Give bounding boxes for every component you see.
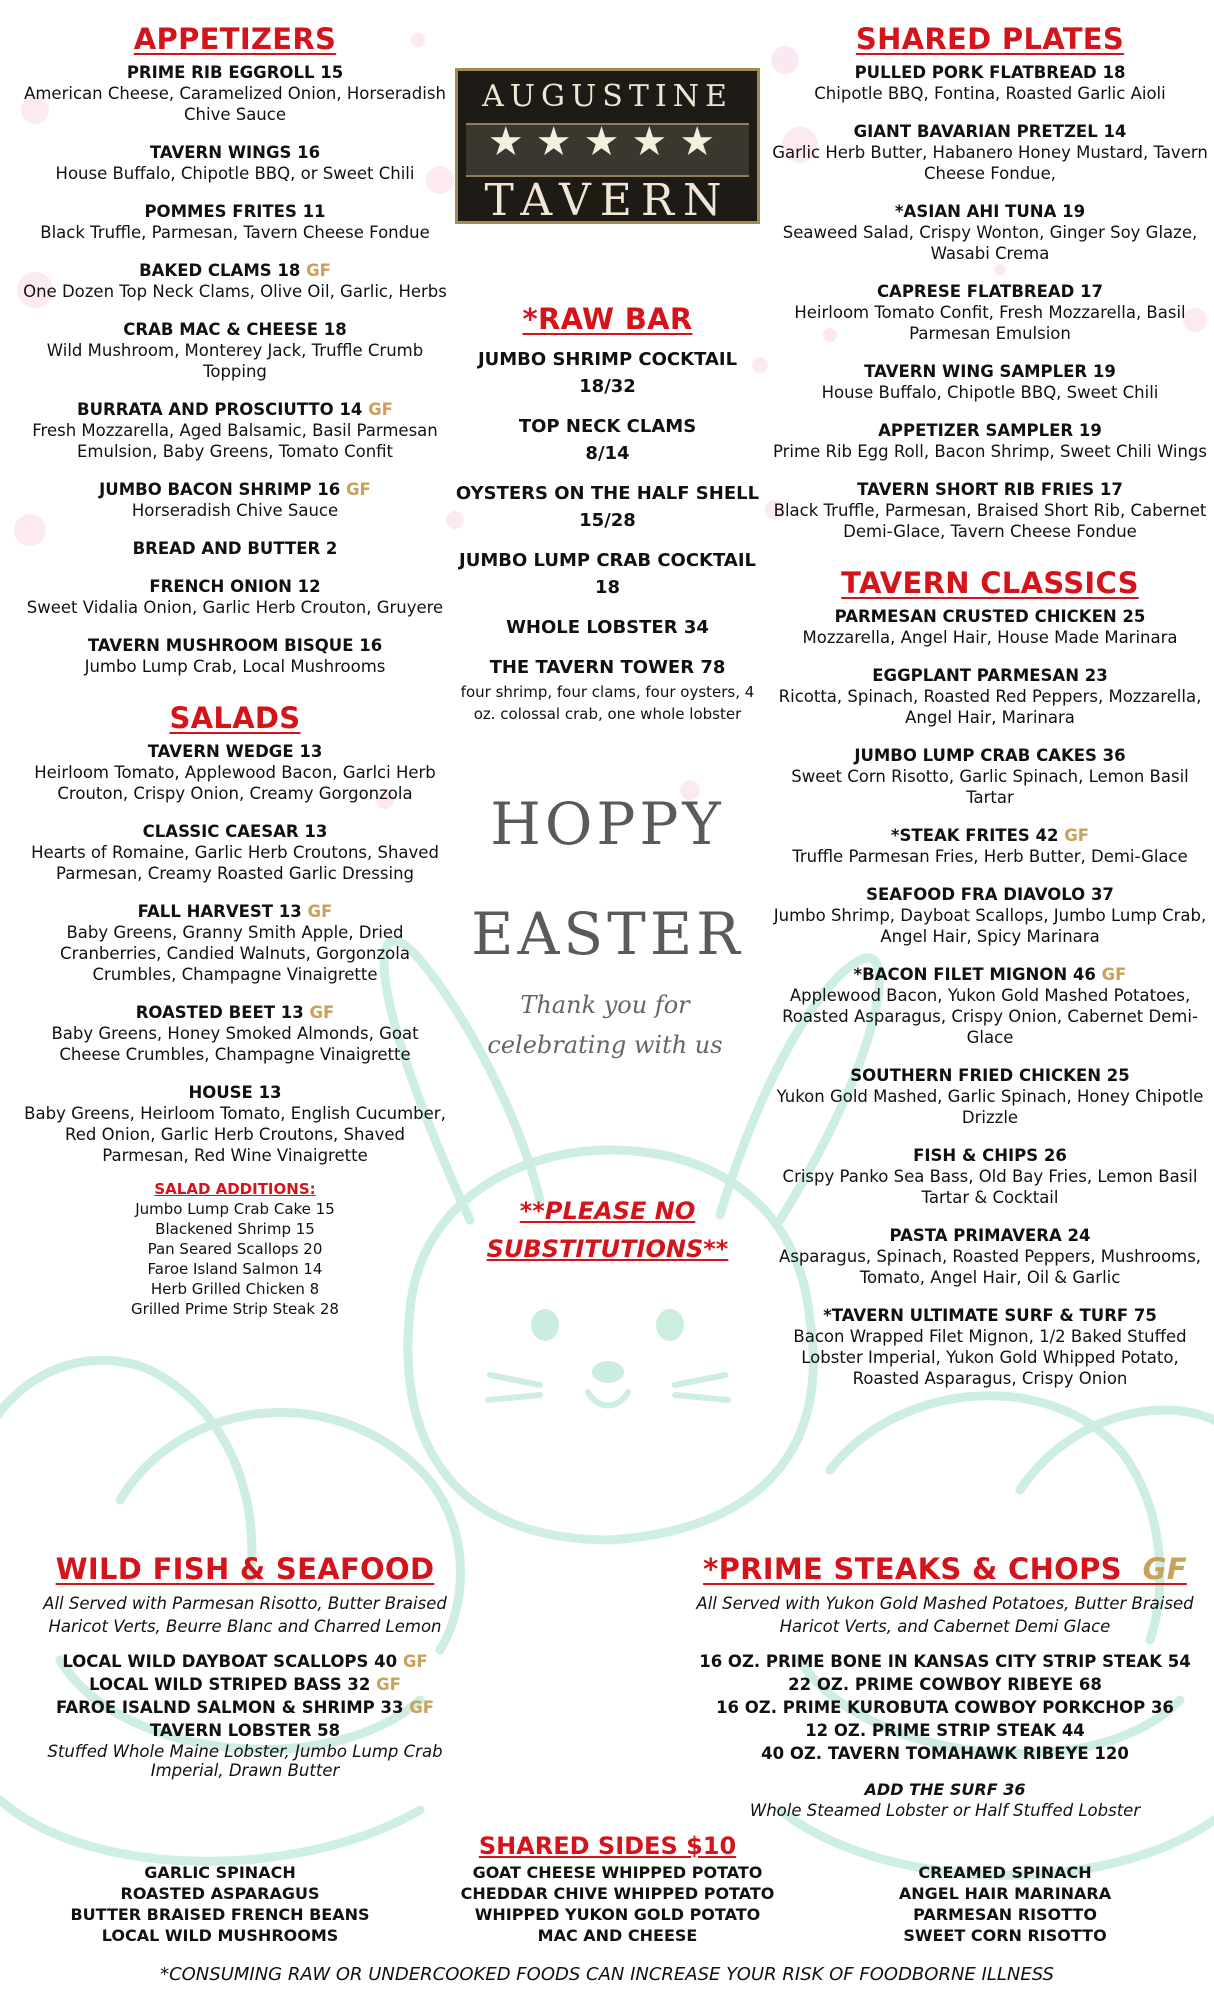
side-item: PARMESAN RISOTTO — [913, 1905, 1097, 1924]
menu-item — [20, 635, 450, 677]
menu-item-description: Hearts of Romaine, Garlic Herb Croutons, Shaved Parmesan, Creamy Roasted Garlic Dressing — [31, 843, 439, 883]
menu-item-description: Ricotta, Spinach, Roasted Red Peppers, Mozzarella, Angel Hair, Marinara — [778, 687, 1202, 727]
menu-item-title: EGGPLANT PARMESAN 23 — [872, 666, 1108, 685]
steak-item: 16 OZ. PRIME BONE IN KANSAS CITY STRIP STEAK 54 — [699, 1652, 1191, 1671]
no-substitutions-notice: **PLEASE NO SUBSTITUTIONS** — [486, 1197, 729, 1263]
salad-addition: Pan Seared Scallops 20 — [147, 1240, 323, 1258]
menu-item-title: JUMBO BACON SHRIMP 16 — [99, 480, 341, 499]
side-item: CREAMED SPINACH — [918, 1863, 1092, 1882]
menu-item-description: One Dozen Top Neck Clams, Olive Oil, Garlic, Herbs — [23, 282, 447, 301]
gluten-free-badge: GF — [376, 1675, 401, 1694]
menu-item-description: House Buffalo, Chipotle BBQ, or Sweet Chili — [55, 164, 415, 183]
prime-steaks-gf: GF — [1142, 1552, 1187, 1586]
fish-item-name: LOCAL WILD DAYBOAT SCALLOPS 40 — [62, 1652, 398, 1671]
menu-item-name — [770, 665, 1210, 686]
salad-additions — [20, 1179, 450, 1319]
tavern-lobster-description: Stuffed Whole Maine Lobster, Jumbo Lump Crab Imperial, Drawn Butter — [47, 1742, 443, 1780]
menu-item-title: GIANT BAVARIAN PRETZEL 14 — [853, 122, 1127, 141]
menu-item-name — [770, 281, 1210, 302]
menu-item-description: Baby Greens, Honey Smoked Almonds, Goat Cheese Crumbles, Champagne Vinaigrette — [51, 1024, 419, 1064]
menu-item — [20, 62, 450, 125]
gluten-free-badge: GF — [368, 400, 393, 419]
menu-item-title: FISH & CHIPS 26 — [913, 1146, 1067, 1165]
menu-item — [770, 825, 1210, 867]
raw-bar-item-price: 8/14 — [585, 443, 630, 464]
menu-item-name — [770, 1145, 1210, 1166]
augustine-tavern-logo — [455, 68, 760, 224]
fish-item-name: FAROE ISALND SALMON & SHRIMP 33 — [55, 1698, 404, 1717]
menu-item-description: House Buffalo, Chipotle BBQ, Sweet Chili — [821, 383, 1159, 402]
menu-item-name — [770, 964, 1210, 985]
menu-item — [20, 741, 450, 804]
menu-item-name — [770, 420, 1210, 441]
menu-item-title: *BACON FILET MIGNON 46 — [853, 965, 1096, 984]
menu-item — [20, 142, 450, 184]
menu-item-title: *STEAK FRITES 42 — [890, 826, 1059, 845]
side-item: ANGEL HAIR MARINARA — [898, 1884, 1112, 1903]
menu-item-name — [770, 825, 1210, 846]
menu-item-name — [20, 201, 450, 222]
menu-item-title: PARMESAN CRUSTED CHICKEN 25 — [834, 607, 1146, 626]
salad-addition: Herb Grilled Chicken 8 — [150, 1280, 320, 1298]
menu-item-title: SOUTHERN FRIED CHICKEN 25 — [850, 1066, 1130, 1085]
menu-item-title: BURRATA AND PROSCIUTTO 14 — [77, 400, 363, 419]
menu-item — [20, 538, 450, 559]
menu-item-name — [770, 361, 1210, 382]
salad-addition: Grilled Prime Strip Steak 28 — [131, 1300, 339, 1318]
menu-item-description: Horseradish Chive Sauce — [131, 501, 339, 520]
side-item: SWEET CORN RISOTTO — [903, 1926, 1107, 1945]
gluten-free-badge: GF — [1064, 826, 1090, 845]
menu-item-description: Jumbo Shrimp, Dayboat Scallops, Jumbo Lump Crab, Angel Hair, Spicy Marinara — [773, 906, 1207, 946]
menu-item-title: TAVERN MUSHROOM BISQUE 16 — [87, 636, 383, 655]
gluten-free-badge: GF — [1101, 965, 1127, 984]
left-column — [20, 22, 450, 1319]
raw-bar-item-name: OYSTERS ON THE HALF SHELL — [455, 483, 760, 504]
menu-item-name — [20, 62, 450, 83]
thank-you-script: Thank you for celebrating with us — [487, 991, 723, 1059]
wild-fish-section — [20, 1552, 470, 1780]
menu-item-title: BAKED CLAMS 18 — [139, 261, 301, 280]
side-item: MAC AND CHEESE — [537, 1926, 698, 1945]
gluten-free-badge: GF — [346, 480, 371, 499]
add-the-surf-description: Whole Steamed Lobster or Half Stuffed Lobster — [749, 1801, 1141, 1820]
side-item: CHEDDAR CHIVE WHIPPED POTATO — [460, 1884, 775, 1903]
menu-item-description: Sweet Corn Risotto, Garlic Spinach, Lemon Basil Tartar — [791, 767, 1189, 807]
fish-item — [20, 1650, 470, 1673]
fish-item — [20, 1673, 470, 1696]
logo-stars: ★★★★★ — [487, 119, 728, 165]
side-item: BUTTER BRAISED FRENCH BEANS — [70, 1905, 370, 1924]
menu-item-name — [20, 399, 450, 420]
menu-item-title: TAVERN WEDGE 13 — [147, 742, 323, 761]
raw-bar-heading: *RAW BAR — [522, 302, 693, 336]
menu-item-title: CRAB MAC & CHEESE 18 — [123, 320, 347, 339]
gluten-free-badge: GF — [402, 1652, 428, 1671]
menu-item-name — [20, 142, 450, 163]
appetizers-heading: APPETIZERS — [133, 22, 337, 56]
prime-steaks-section — [690, 1552, 1200, 1821]
raw-bar-list — [455, 346, 760, 601]
menu-item-description: Heirloom Tomato, Applewood Bacon, Garlci Herb Crouton, Crispy Onion, Creamy Gorgonzola — [34, 763, 436, 803]
raw-bar-item-price: 18 — [594, 577, 621, 598]
menu-item-title: APPETIZER SAMPLER 19 — [878, 421, 1102, 440]
menu-item — [770, 665, 1210, 728]
menu-item-description: Garlic Herb Butter, Habanero Honey Mustard, Tavern Cheese Fondue, — [772, 143, 1208, 183]
menu-item-name — [20, 741, 450, 762]
menu-item-name — [770, 884, 1210, 905]
menu-item-description: Baby Greens, Heirloom Tomato, English Cucumber, Red Onion, Garlic Herb Croutons, Shaved Parmesan, Red Wine Vinaigrette — [24, 1104, 446, 1165]
menu-item — [20, 260, 450, 302]
fish-item-name: LOCAL WILD STRIPED BASS 32 — [89, 1675, 371, 1694]
gluten-free-badge: GF — [307, 902, 333, 921]
menu-item — [770, 1225, 1210, 1288]
menu-item — [770, 281, 1210, 344]
menu-item-name — [20, 260, 450, 281]
menu-item-title: FRENCH ONION 12 — [149, 577, 321, 596]
menu-item-description: Jumbo Lump Crab, Local Mushrooms — [84, 657, 386, 676]
menu-item — [770, 1305, 1210, 1389]
raw-bar-item — [455, 480, 760, 534]
prime-steaks-intro: All Served with Yukon Gold Mashed Potatoes, Butter Braised Haricot Verts, and Cabernet Demi Glace — [696, 1594, 1194, 1636]
menu-item-description: Truffle Parmesan Fries, Herb Butter, Demi-Glace — [792, 847, 1188, 866]
menu-item-name — [770, 1065, 1210, 1086]
gluten-free-badge: GF — [409, 1698, 435, 1717]
gluten-free-badge: GF — [309, 1003, 335, 1022]
steak-item: 12 OZ. PRIME STRIP STEAK 44 — [805, 1721, 1085, 1740]
prime-steaks-heading — [690, 1552, 1200, 1586]
menu-item — [20, 399, 450, 462]
menu-item — [20, 901, 450, 985]
add-the-surf-title: ADD THE SURF 36 — [864, 1780, 1026, 1799]
appetizer-list — [20, 62, 450, 677]
menu-item — [20, 1082, 450, 1166]
menu-item-title: PRIME RIB EGGROLL 15 — [126, 63, 344, 82]
right-column — [770, 22, 1210, 1406]
menu-item-name — [770, 121, 1210, 142]
menu-item-name — [20, 479, 450, 500]
menu-item-description: Prime Rib Egg Roll, Bacon Shrimp, Sweet Chili Wings — [772, 442, 1208, 461]
prime-steaks-title: *PRIME STEAKS & CHOPS — [703, 1552, 1122, 1586]
menu-item-name — [20, 1082, 450, 1103]
menu-item — [20, 201, 450, 243]
logo-line-1: AUGUSTINE — [482, 79, 733, 114]
raw-bar-section — [455, 302, 760, 725]
hoppy-text: HOPPY — [490, 790, 725, 858]
wild-fish-intro: All Served with Parmesan Risotto, Butter Braised Haricot Verts, Beurre Blanc and Charred Lemon — [43, 1594, 447, 1636]
menu-item — [770, 420, 1210, 462]
raw-bar-tower-description: four shrimp, four clams, four oysters, 4 oz. colossal crab, one whole lobster — [460, 683, 755, 723]
shared-sides-heading: SHARED SIDES $10 — [478, 1832, 737, 1860]
menu-item — [770, 62, 1210, 104]
raw-bar-item-price: 15/28 — [579, 510, 636, 531]
menu-item-description: Chipotle BBQ, Fontina, Roasted Garlic Aioli — [814, 84, 1166, 103]
menu-item — [770, 745, 1210, 808]
menu-item-description: American Cheese, Caramelized Onion, Horseradish Chive Sauce — [24, 84, 446, 124]
menu-item-name — [770, 745, 1210, 766]
menu-item-name — [770, 62, 1210, 83]
menu-item — [770, 884, 1210, 947]
menu-item-description: Bacon Wrapped Filet Mignon, 1/2 Baked Stuffed Lobster Imperial, Yukon Gold Whipped Potato, Roasted Asparagus, Crispy Onion — [793, 1327, 1187, 1388]
menu-item-description: Heirloom Tomato Confit, Fresh Mozzarella, Basil Parmesan Emulsion — [794, 303, 1186, 343]
menu-item-name — [20, 319, 450, 340]
shared-plates-list — [770, 62, 1210, 542]
wild-fish-heading: WILD FISH & SEAFOOD — [55, 1552, 435, 1586]
menu-item-title: TAVERN SHORT RIB FRIES 17 — [857, 480, 1123, 499]
menu-item-name — [770, 201, 1210, 222]
menu-item-title: PASTA PRIMAVERA 24 — [889, 1226, 1091, 1245]
tavern-classics-list — [770, 606, 1210, 1389]
menu-item-description: Seaweed Salad, Crispy Wonton, Ginger Soy Glaze, Wasabi Crema — [782, 223, 1198, 263]
prime-steaks-list — [690, 1650, 1200, 1765]
gluten-free-badge: GF — [306, 261, 331, 280]
menu-item-description: Mozzarella, Angel Hair, House Made Marinara — [802, 628, 1178, 647]
menu-item-title: *ASIAN AHI TUNA 19 — [894, 202, 1086, 221]
menu-item — [770, 1065, 1210, 1128]
menu-item-title: TAVERN WING SAMPLER 19 — [864, 362, 1116, 381]
menu-item-name — [20, 635, 450, 656]
side-item: GARLIC SPINACH — [144, 1863, 296, 1882]
menu-item-title: CAPRESE FLATBREAD 17 — [876, 282, 1104, 301]
salad-addition: Blackened Shrimp 15 — [155, 1220, 315, 1238]
fish-item — [20, 1719, 470, 1742]
wild-fish-list — [20, 1650, 470, 1742]
menu-item-description: Applewood Bacon, Yukon Gold Mashed Potatoes, Roasted Asparagus, Crispy Onion, Cabernet Demi-Glace — [782, 986, 1198, 1047]
menu-item-description: Sweet Vidalia Onion, Garlic Herb Crouton, Gruyere — [26, 598, 444, 617]
fish-item — [20, 1696, 470, 1719]
side-item: GOAT CHEESE WHIPPED POTATO — [472, 1863, 763, 1882]
menu-item-name — [20, 1002, 450, 1023]
menu-item-title: TAVERN WINGS 16 — [149, 143, 321, 162]
raw-bar-item — [455, 346, 760, 400]
menu-item — [20, 1002, 450, 1065]
steak-item: 22 OZ. PRIME COWBOY RIBEYE 68 — [788, 1675, 1102, 1694]
side-item: LOCAL WILD MUSHROOMS — [101, 1926, 339, 1945]
raw-bar-lobster: WHOLE LOBSTER 34 — [506, 617, 709, 638]
menu-item — [20, 576, 450, 618]
menu-item — [770, 361, 1210, 403]
menu-item-title: HOUSE 13 — [188, 1083, 282, 1102]
salad-addition: Jumbo Lump Crab Cake 15 — [135, 1200, 335, 1218]
raw-bar-item — [455, 413, 760, 467]
menu-item — [770, 201, 1210, 264]
steak-item: 40 OZ. TAVERN TOMAHAWK RIBEYE 120 — [761, 1744, 1129, 1763]
menu-item-name — [770, 606, 1210, 627]
raw-food-warning: *CONSUMING RAW OR UNDERCOOKED FOODS CAN INCREASE YOUR RISK OF FOODBORNE ILLNESS — [160, 1964, 1054, 1985]
raw-bar-item-name: JUMBO SHRIMP COCKTAIL — [477, 349, 738, 370]
side-item: ROASTED ASPARAGUS — [120, 1884, 320, 1903]
shared-plates-heading: SHARED PLATES — [855, 22, 1125, 56]
raw-bar-item-price: 18/32 — [579, 376, 636, 397]
raw-bar-item — [455, 547, 760, 601]
menu-item-name — [20, 538, 450, 559]
menu-item-name — [770, 479, 1210, 500]
menu-item — [770, 1145, 1210, 1208]
menu-item — [20, 479, 450, 521]
menu-item-title: BREAD AND BUTTER 2 — [132, 539, 338, 558]
steak-item: 16 OZ. PRIME KUROBUTA COWBOY PORKCHOP 36 — [716, 1698, 1174, 1717]
menu-item-name — [20, 901, 450, 922]
salad-addition: Faroe Island Salmon 14 — [147, 1260, 323, 1278]
raw-bar-item-name: JUMBO LUMP CRAB COCKTAIL — [459, 550, 756, 571]
sides-column-3 — [850, 1862, 1160, 1946]
raw-bar-tower: THE TAVERN TOWER 78 — [489, 657, 726, 678]
menu-item — [770, 121, 1210, 184]
menu-item — [770, 606, 1210, 648]
menu-item-title: FALL HARVEST 13 — [137, 902, 302, 921]
menu-item-title: *TAVERN ULTIMATE SURF & TURF 75 — [823, 1306, 1157, 1325]
menu-item-description: Asparagus, Spinach, Roasted Peppers, Mushrooms, Tomato, Angel Hair, Oil & Garlic — [778, 1247, 1202, 1287]
menu-item-description: Wild Mushroom, Monterey Jack, Truffle Crumb Topping — [46, 341, 424, 381]
salad-additions-heading: SALAD ADDITIONS: — [154, 1180, 316, 1198]
menu-item-name — [20, 821, 450, 842]
sides-column-1 — [60, 1862, 380, 1946]
sides-column-2 — [450, 1862, 785, 1946]
menu-item-description: Yukon Gold Mashed, Garlic Spinach, Honey Chipotle Drizzle — [776, 1087, 1204, 1127]
menu-item-description: Black Truffle, Parmesan, Tavern Cheese Fondue — [40, 223, 430, 242]
menu-item-title: SEAFOOD FRA DIAVOLO 37 — [866, 885, 1114, 904]
raw-bar-item-name: TOP NECK CLAMS — [518, 416, 697, 437]
menu-item-description: Fresh Mozzarella, Aged Balsamic, Basil Parmesan Emulsion, Baby Greens, Tomato Confit — [32, 421, 438, 461]
easter-text: EASTER — [471, 900, 744, 968]
menu-item-title: POMMES FRITES 11 — [144, 202, 326, 221]
menu-item-name — [770, 1305, 1210, 1326]
menu-item-name — [770, 1225, 1210, 1246]
menu-item-description: Black Truffle, Parmesan, Braised Short Rib, Cabernet Demi-Glace, Tavern Cheese Fondue — [773, 501, 1207, 541]
menu-item — [20, 821, 450, 884]
menu-item-description: Crispy Panko Sea Bass, Old Bay Fries, Lemon Basil Tartar & Cocktail — [782, 1167, 1198, 1207]
menu-item — [770, 479, 1210, 542]
menu-item — [770, 964, 1210, 1048]
salad-additions-list — [20, 1199, 450, 1319]
salad-list — [20, 741, 450, 1166]
menu-item-title: PULLED PORK FLATBREAD 18 — [854, 63, 1126, 82]
menu-item-description: Baby Greens, Granny Smith Apple, Dried Cranberries, Candied Walnuts, Gorgonzola Crumbles, Champagne Vinaigrette — [60, 923, 410, 984]
menu-item-title: JUMBO LUMP CRAB CAKES 36 — [854, 746, 1126, 765]
add-the-surf — [690, 1779, 1200, 1821]
menu-item-title: CLASSIC CAESAR 13 — [142, 822, 328, 841]
logo-line-2: TAVERN — [484, 175, 731, 226]
menu-item — [20, 319, 450, 382]
menu-item-name — [20, 576, 450, 597]
menu-item-title: ROASTED BEET 13 — [135, 1003, 304, 1022]
salads-heading: SALADS — [169, 701, 301, 735]
fish-item-name: TAVERN LOBSTER 58 — [149, 1721, 341, 1740]
tavern-classics-heading: TAVERN CLASSICS — [841, 566, 1139, 600]
side-item: WHIPPED YUKON GOLD POTATO — [474, 1905, 761, 1924]
